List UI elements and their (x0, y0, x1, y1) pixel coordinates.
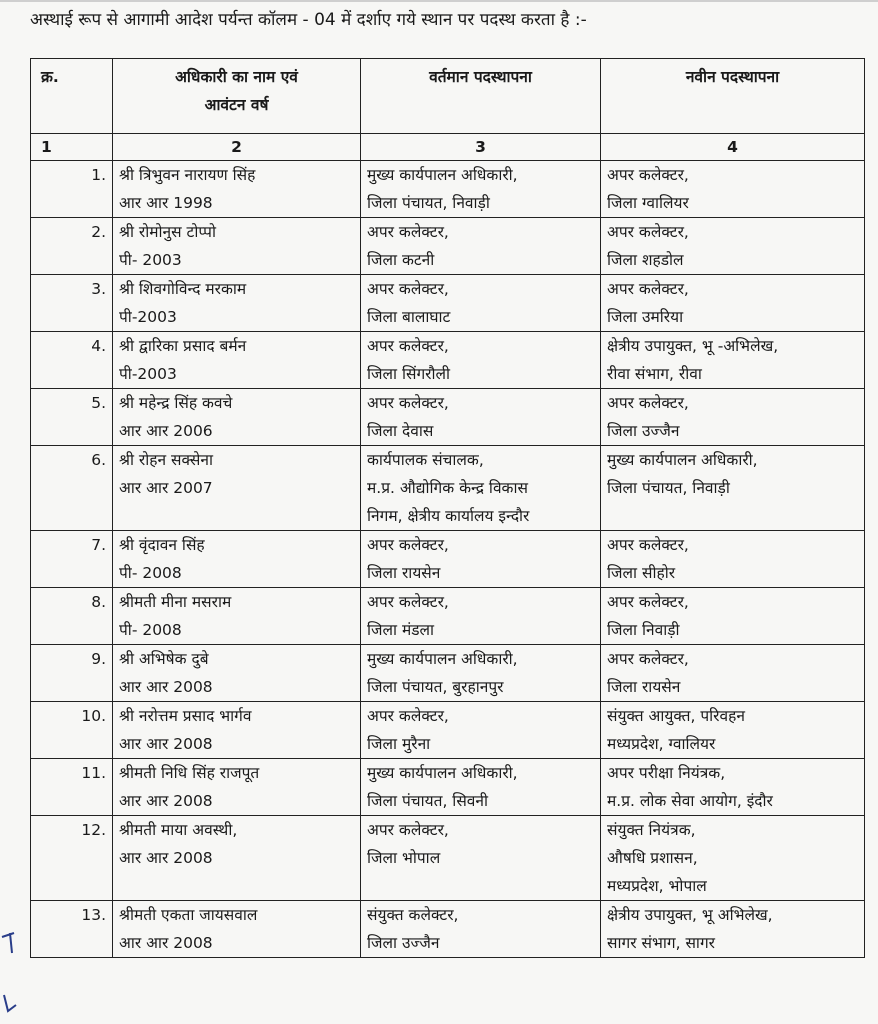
current-posting-line: जिला बालाघाट (367, 308, 451, 326)
officer-name-cell (113, 816, 361, 901)
new-posting-line: संयुक्त आयुक्त, परिवहन (607, 707, 745, 725)
new-posting-line: जिला ग्वालियर (607, 194, 689, 212)
intro-text: अस्थाई रूप से आगामी आदेश पर्यन्त कॉलम - 04 में दर्शाए गये स्थान पर पदस्थ करता है :- (30, 10, 587, 30)
serial-number: 12. (31, 816, 113, 901)
officer-name-line: पी- 2003 (119, 251, 182, 269)
serial-number: 10. (31, 702, 113, 759)
officer-name-line: श्रीमती एकता जायसवाल (119, 906, 258, 924)
new-posting-line: मध्यप्रदेश, ग्वालियर (607, 735, 716, 753)
header-current-posting: वर्तमान पदस्थापना (361, 59, 601, 134)
table-row (31, 332, 865, 389)
header-sr: क्र. (31, 59, 113, 134)
officer-name-cell (113, 645, 361, 702)
new-posting-line: जिला शहडोल (607, 251, 684, 269)
new-posting-line: अपर कलेक्टर, (607, 166, 689, 184)
serial-number: 5. (31, 389, 113, 446)
officer-name-cell (113, 218, 361, 275)
officer-name-line: पी-2003 (119, 308, 177, 326)
serial-number: 13. (31, 901, 113, 958)
top-rule (0, 0, 878, 2)
officer-name-cell (113, 759, 361, 816)
new-posting-line: अपर कलेक्टर, (607, 536, 689, 554)
new-posting-line: अपर कलेक्टर, (607, 394, 689, 412)
officer-name-cell (113, 161, 361, 218)
officer-name-line: आर आर 2008 (119, 735, 213, 753)
officer-name-line: श्री शिवगोविन्द मरकाम (119, 280, 247, 298)
officer-name-cell (113, 389, 361, 446)
current-posting-cell (361, 901, 601, 958)
new-posting-cell (601, 275, 865, 332)
new-posting-cell (601, 218, 865, 275)
new-posting-cell (601, 901, 865, 958)
current-posting-cell (361, 702, 601, 759)
new-posting-line: अपर कलेक्टर, (607, 593, 689, 611)
officer-name-line: श्रीमती मीना मसराम (119, 593, 232, 611)
new-posting-line: अपर कलेक्टर, (607, 650, 689, 668)
new-posting-cell (601, 816, 865, 901)
serial-number: 9. (31, 645, 113, 702)
officer-name-cell (113, 446, 361, 531)
current-posting-line: अपर कलेक्टर, (367, 536, 449, 554)
officer-name-line: आर आर 2008 (119, 678, 213, 696)
current-posting-line: अपर कलेक्टर, (367, 707, 449, 725)
table-row (31, 588, 865, 645)
serial-number: 3. (31, 275, 113, 332)
column-number: 3 (361, 134, 601, 161)
column-number: 2 (113, 134, 361, 161)
current-posting-line: निगम, क्षेत्रीय कार्यालय इन्दौर (367, 507, 530, 525)
column-number: 1 (31, 134, 113, 161)
table-row (31, 218, 865, 275)
serial-number: 1. (31, 161, 113, 218)
officer-name-line: श्री त्रिभुवन नारायण सिंह (119, 166, 256, 184)
current-posting-line: जिला मंडला (367, 621, 435, 639)
new-posting-line: सागर संभाग, सागर (607, 934, 716, 952)
new-posting-line: क्षेत्रीय उपायुक्त, भू अभिलेख, (607, 906, 773, 924)
table-row (31, 531, 865, 588)
new-posting-line: जिला सीहोर (607, 564, 676, 582)
officer-name-cell (113, 275, 361, 332)
current-posting-cell (361, 161, 601, 218)
serial-number: 7. (31, 531, 113, 588)
officer-name-line: श्री महेन्द्र सिंह कवचे (119, 394, 233, 412)
header-name-line2: आवंटन वर्ष (204, 96, 269, 114)
pen-mark-icon (0, 925, 22, 1015)
officer-name-cell (113, 702, 361, 759)
new-posting-line: जिला उमरिया (607, 308, 684, 326)
header-name (113, 59, 361, 134)
officer-name-line: श्रीमती माया अवस्थी, (119, 821, 238, 839)
table-row (31, 901, 865, 958)
current-posting-line: कार्यपालक संचालक, (367, 451, 484, 469)
table-row (31, 446, 865, 531)
new-posting-line: म.प्र. लोक सेवा आयोग, इंदौर (607, 792, 773, 810)
current-posting-cell (361, 275, 601, 332)
officer-name-line: श्री रोमोनुस टोप्पो (119, 223, 216, 241)
current-posting-line: जिला मुरैना (367, 735, 431, 753)
current-posting-line: अपर कलेक्टर, (367, 593, 449, 611)
current-posting-line: अपर कलेक्टर, (367, 821, 449, 839)
serial-number: 4. (31, 332, 113, 389)
current-posting-cell (361, 446, 601, 531)
current-posting-line: जिला सिंगरौली (367, 365, 451, 383)
table-row (31, 161, 865, 218)
new-posting-line: संयुक्त नियंत्रक, (607, 821, 696, 839)
officer-name-cell (113, 901, 361, 958)
new-posting-line: जिला उज्जैन (607, 422, 680, 440)
new-posting-cell (601, 389, 865, 446)
current-posting-line: जिला उज्जैन (367, 934, 440, 952)
serial-number: 6. (31, 446, 113, 531)
officer-name-line: श्रीमती निधि सिंह राजपूत (119, 764, 260, 782)
current-posting-line: अपर कलेक्टर, (367, 280, 449, 298)
officer-name-line: श्री अभिषेक दुबे (119, 650, 209, 668)
current-posting-line: जिला रायसेन (367, 564, 441, 582)
officer-name-line: आर आर 2007 (119, 479, 213, 497)
officer-name-line: आर आर 2008 (119, 849, 213, 867)
header-name-line1: अधिकारी का नाम एवं (175, 68, 298, 86)
table-row (31, 759, 865, 816)
new-posting-line: मध्यप्रदेश, भोपाल (607, 877, 707, 895)
new-posting-cell (601, 332, 865, 389)
table-row (31, 275, 865, 332)
officer-name-line: श्री वृंदावन सिंह (119, 536, 205, 554)
officer-name-line: पी-2003 (119, 365, 177, 383)
new-posting-line: अपर परीक्षा नियंत्रक, (607, 764, 726, 782)
current-posting-line: जिला पंचायत, सिवनी (367, 792, 489, 810)
current-posting-cell (361, 218, 601, 275)
serial-number: 8. (31, 588, 113, 645)
officer-name-line: आर आर 2008 (119, 792, 213, 810)
current-posting-line: जिला पंचायत, निवाड़ी (367, 194, 490, 212)
officer-name-cell (113, 531, 361, 588)
new-posting-line: अपर कलेक्टर, (607, 223, 689, 241)
new-posting-cell (601, 645, 865, 702)
new-posting-cell (601, 702, 865, 759)
table-row (31, 389, 865, 446)
new-posting-line: जिला निवाड़ी (607, 621, 680, 639)
current-posting-line: अपर कलेक्टर, (367, 394, 449, 412)
current-posting-line: जिला कटनी (367, 251, 435, 269)
new-posting-cell (601, 588, 865, 645)
officer-name-line: आर आर 2008 (119, 934, 213, 952)
table-body (31, 161, 865, 958)
current-posting-line: म.प्र. औद्योगिक केन्द्र विकास (367, 479, 528, 497)
current-posting-cell (361, 389, 601, 446)
serial-number: 2. (31, 218, 113, 275)
current-posting-line: अपर कलेक्टर, (367, 337, 449, 355)
table-row (31, 702, 865, 759)
officer-name-line: श्री द्वारिका प्रसाद बर्मन (119, 337, 247, 355)
current-posting-cell (361, 759, 601, 816)
column-number: 4 (601, 134, 865, 161)
current-posting-line: जिला पंचायत, बुरहानपुर (367, 678, 504, 696)
current-posting-line: मुख्य कार्यपालन अधिकारी, (367, 650, 518, 668)
officer-name-cell (113, 588, 361, 645)
officer-name-line: श्री रोहन सक्सेना (119, 451, 213, 469)
serial-number: 11. (31, 759, 113, 816)
current-posting-cell (361, 332, 601, 389)
current-posting-line: मुख्य कार्यपालन अधिकारी, (367, 764, 518, 782)
new-posting-line: जिला पंचायत, निवाड़ी (607, 479, 730, 497)
header-row (31, 59, 865, 134)
table-row (31, 816, 865, 901)
current-posting-cell (361, 645, 601, 702)
officer-name-line: पी- 2008 (119, 564, 182, 582)
table-row (31, 645, 865, 702)
new-posting-cell (601, 759, 865, 816)
officer-name-line: श्री नरोत्तम प्रसाद भार्गव (119, 707, 252, 725)
new-posting-line: क्षेत्रीय उपायुक्त, भू -अभिलेख, (607, 337, 779, 355)
column-number-row (31, 134, 865, 161)
new-posting-line: अपर कलेक्टर, (607, 280, 689, 298)
new-posting-line: रीवा संभाग, रीवा (607, 365, 702, 383)
current-posting-cell (361, 816, 601, 901)
new-posting-line: औषधि प्रशासन, (607, 849, 698, 867)
current-posting-line: मुख्य कार्यपालन अधिकारी, (367, 166, 518, 184)
current-posting-cell (361, 588, 601, 645)
new-posting-line: जिला रायसेन (607, 678, 681, 696)
new-posting-cell (601, 446, 865, 531)
officer-name-line: आर आर 1998 (119, 194, 213, 212)
header-new-posting: नवीन पदस्थापना (601, 59, 865, 134)
current-posting-line: जिला भोपाल (367, 849, 441, 867)
current-posting-line: अपर कलेक्टर, (367, 223, 449, 241)
officer-name-cell (113, 332, 361, 389)
officer-name-line: पी- 2008 (119, 621, 182, 639)
new-posting-cell (601, 531, 865, 588)
new-posting-line: मुख्य कार्यपालन अधिकारी, (607, 451, 758, 469)
posting-table (30, 58, 865, 958)
new-posting-cell (601, 161, 865, 218)
current-posting-line: संयुक्त कलेक्टर, (367, 906, 459, 924)
current-posting-cell (361, 531, 601, 588)
officer-name-line: आर आर 2006 (119, 422, 213, 440)
current-posting-line: जिला देवास (367, 422, 434, 440)
